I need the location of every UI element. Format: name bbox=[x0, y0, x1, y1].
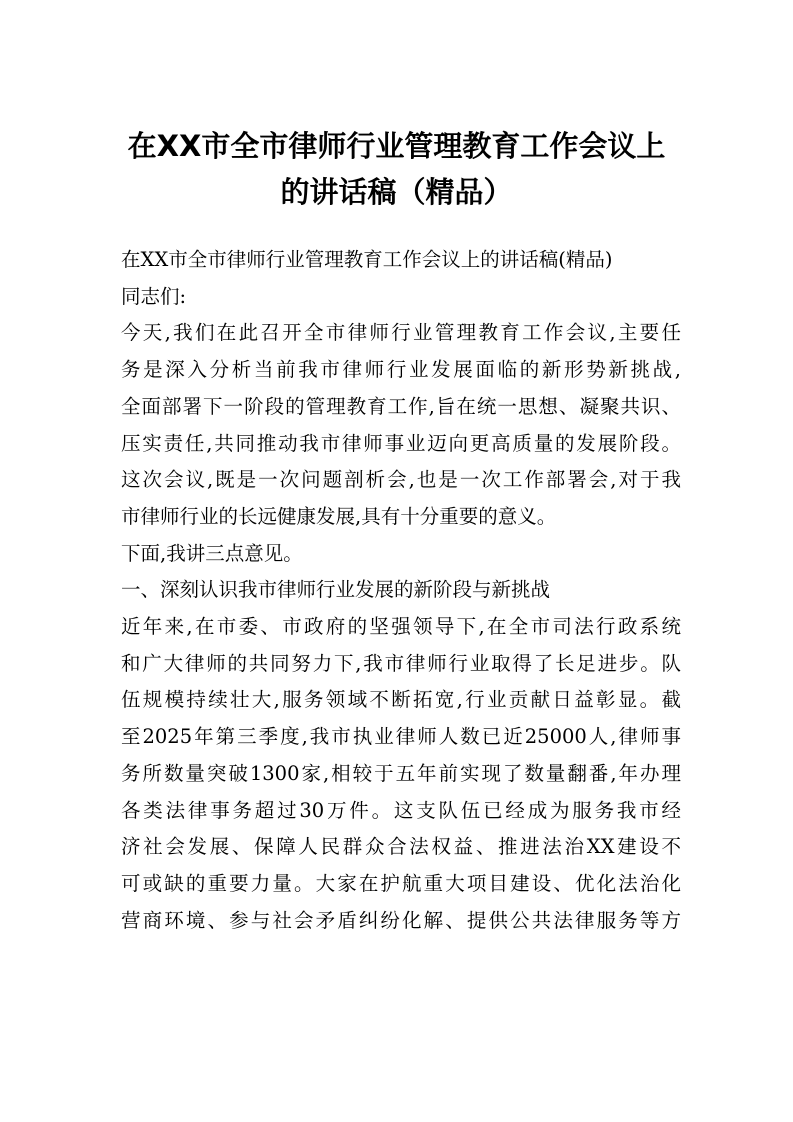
body-line: 下面,我讲三点意见。 bbox=[121, 541, 303, 565]
document-title-line-1: 在XX市全市律师行业管理教育工作会议上 bbox=[127, 129, 666, 163]
body-line: 务是深入分析当前我市律师行业发展面临的新形势新挑战, bbox=[121, 358, 681, 382]
body-line: 至2025年第三季度,我市执业律师人数已近25000人,律师事 bbox=[121, 725, 681, 749]
body-line: 在XX市全市律师行业管理教育工作会议上的讲话稿(精品) bbox=[121, 248, 613, 271]
body-line: 近年来,在市委、市政府的坚强领导下,在全市司法行政系统 bbox=[121, 615, 681, 639]
body-line: 各类法律事务超过30万件。这支队伍已经成为服务我市经 bbox=[121, 798, 681, 822]
body-line: 市律师行业的长远健康发展,具有十分重要的意义。 bbox=[121, 504, 557, 528]
body-line: 这次会议,既是一次问题剖析会,也是一次工作部署会,对于我 bbox=[121, 468, 681, 492]
body-line: 伍规模持续壮大,服务领域不断拓宽,行业贡献日益彰显。截 bbox=[121, 688, 681, 712]
document-body bbox=[121, 242, 681, 939]
body-line: 今天,我们在此召开全市律师行业管理教育工作会议,主要任 bbox=[121, 321, 681, 345]
body-line: 可或缺的重要力量。大家在护航重大项目建设、优化法治化 bbox=[121, 871, 681, 895]
section-heading: 一、深刻认识我市律师行业发展的新阶段与新挑战 bbox=[121, 578, 551, 602]
body-line: 营商环境、参与社会矛盾纠纷化解、提供公共法律服务等方 bbox=[121, 908, 681, 932]
body-line: 同志们: bbox=[121, 284, 187, 308]
body-line: 务所数量突破1300家,相较于五年前实现了数量翻番,年办理 bbox=[121, 761, 681, 785]
document-title-line-2: 的讲话稿（精品） bbox=[280, 175, 513, 209]
body-line: 济社会发展、保障人民群众合法权益、推进法治XX建设不 bbox=[121, 835, 681, 859]
body-line: 和广大律师的共同努力下,我市律师行业取得了长足进步。队 bbox=[121, 651, 681, 675]
body-line: 全面部署下一阶段的管理教育工作,旨在统一思想、凝聚共识、 bbox=[121, 394, 681, 418]
body-line: 压实责任,共同推动我市律师事业迈向更高质量的发展阶段。 bbox=[121, 431, 681, 455]
